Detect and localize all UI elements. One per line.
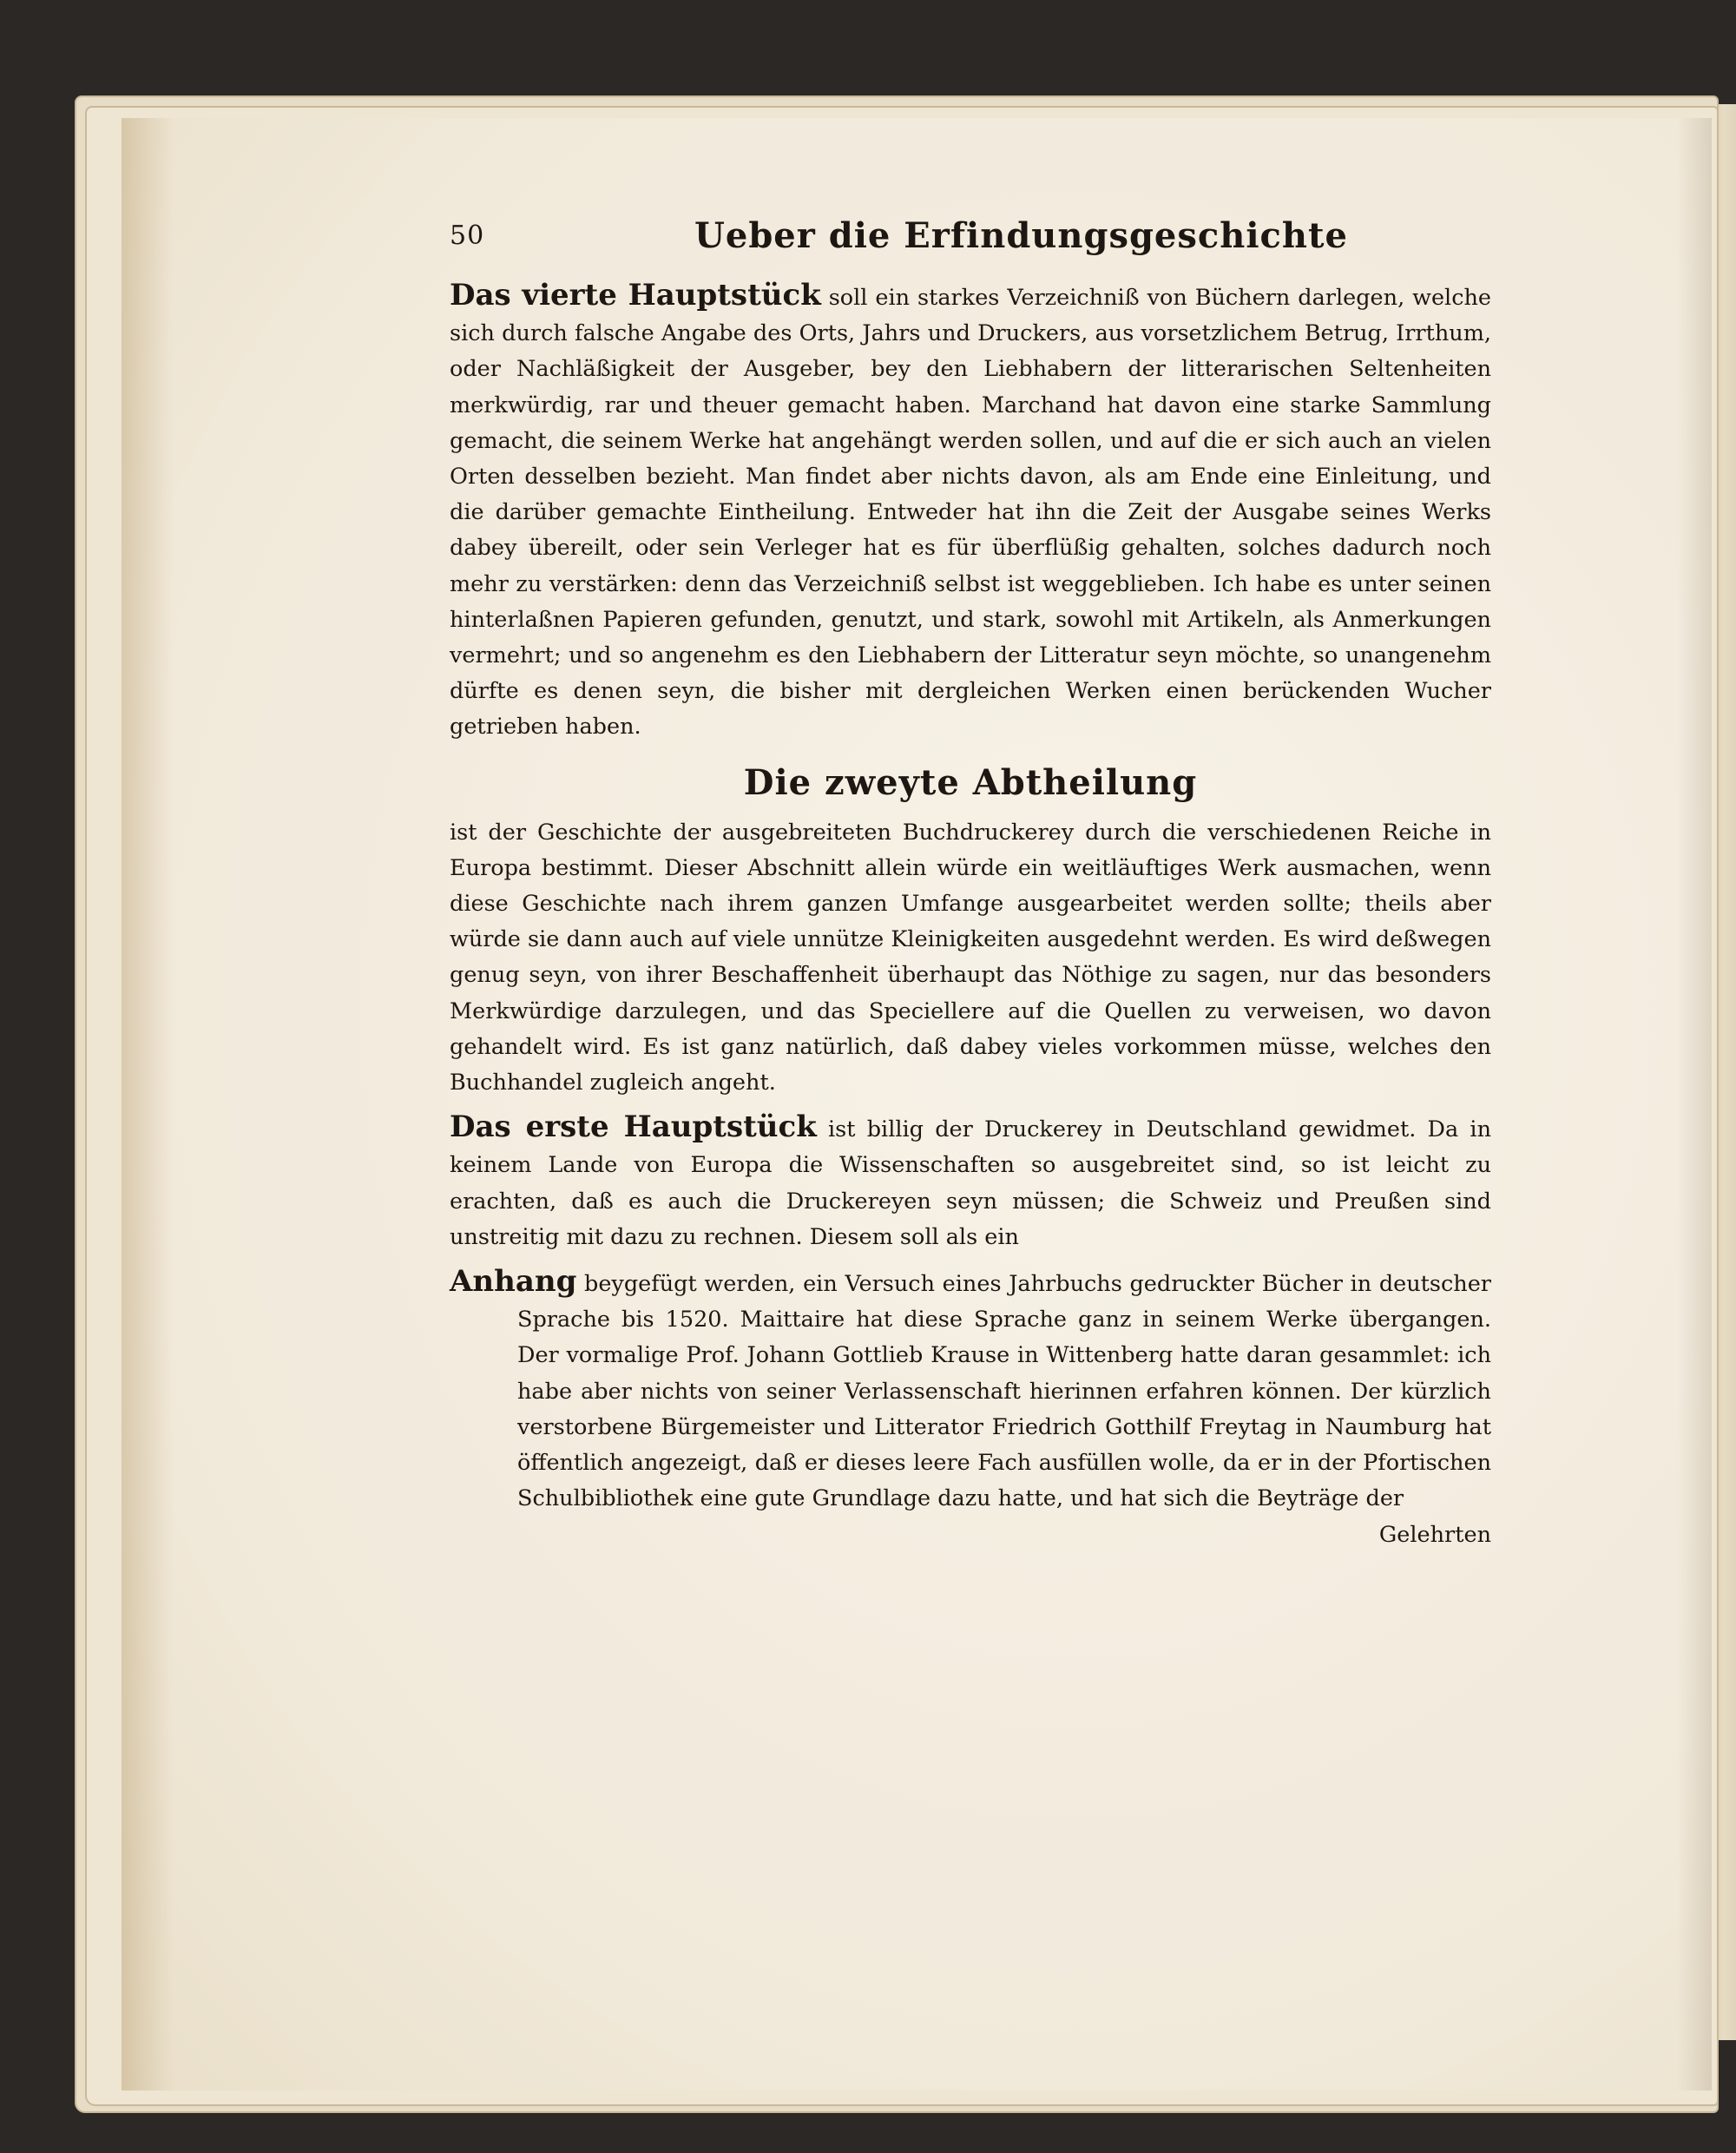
catchword: Gelehrten <box>1378 1521 1491 1548</box>
paragraph-anhang <box>450 1264 1491 1517</box>
edge-stain <box>122 118 174 2090</box>
paragraph-text: soll ein starkes Verzeichniß von Büchern darlegen, welche sich durch falsche Angabe des Orts, Jahrs und Druckers, aus vorsetzlichem Betrug, Irrthum, oder Nachläßigkeit der Ausgeber, bey den Liebhabern der litterarischen Seltenheiten merkwürdig, rar und theuer gemacht haben. Marchand hat davon eine starke Sammlung gemacht, die seinem Werke hat angehängt werden sollen, und auf die er sich auch an vielen Orten desselben bezieht. Man findet aber nichts davon, als am Ende eine Einleitung, und die darüber gemachte Eintheilung. Entweder hat ihn die Zeit der Ausgabe seines Werks dabey übereilt, oder sein Verleger hat es für überflüßig gehalten, solches dadurch noch mehr zu verstärken: denn das Verzeichniß selbst ist weggeblieben. Ich habe es unter seinen hinterlaßnen Papieren gefunden, genutzt, und stark, sowohl mit Artikeln, als Anmerkungen vermehrt; und so angenehm es den Liebhabern der Litteratur seyn möchte, so unangenehm dürfte es denen seyn, die bisher mit dergleichen Werken einen berückenden Wucher getrieben haben. <box>450 285 1491 741</box>
paragraph-zweyte-abtheilung <box>450 815 1491 1102</box>
page-number: 50 <box>450 221 485 251</box>
paragraph-vierte-hauptstueck <box>450 278 1491 746</box>
paragraph-text: beygefügt werden, ein Versuch eines Jahrbuchs gedruckter Bücher in deutscher Sprache bis 1520. Maittaire hat diese Sprache ganz in seinem Werke übergangen. Der vormalige Prof. Johann Gottlieb Krause in Wittenberg hatte daran gesammlet: ich habe aber nichts von seiner Verlassenschaft hierinnen erfahren können. Der kürzlich verstorbene Bürgemeister und Litterator Friedrich Gotthilf Freytag in Naumburg hat öffentlich angezeigt, daß er dieses leere Fach ausfüllen wolle, da er in der Pfortischen Schulbibliothek eine gute Grundlage dazu hatte, und hat sich die Beyträge der <box>517 1271 1491 1512</box>
running-head <box>450 215 1491 273</box>
gutter-shadow <box>1677 118 1712 2090</box>
paragraph-erste-hauptstueck <box>450 1109 1491 1255</box>
paragraph-lead: Das erste Hauptstück <box>450 1109 817 1145</box>
paragraph-text: ist der Geschichte der ausgebreiteten Buchdruckerey durch die verschiedenen Reiche in Europa bestimmt. Dieser Abschnitt allein würde ein weitläuftiges Werk ausmachen, wenn diese Geschichte nach ihrem ganzen Umfange ausgearbeitet werden sollte; theils aber würde sie dann auch auf viele unnütze Kleinigkeiten ausgedehnt werden. Es wird deßwegen genug seyn, von ihrer Beschaffenheit überhaupt das Nöthige zu sagen, nur das besonders Merkwürdige darzulegen, und das Speciellere auf die Quellen zu verweisen, wo davon gehandelt wird. Es ist ganz natürlich, daß dabey vieles vorkommen müsse, welches den Buchhandel zugleich angeht. <box>450 819 1491 1096</box>
paragraph-gap <box>450 1255 1491 1264</box>
running-title: Ueber die Erfindungsgeschichte <box>694 215 1348 256</box>
paragraph-lead: Anhang <box>450 1264 577 1300</box>
paragraph-gap <box>450 1101 1491 1109</box>
section-heading: Die zweyte Abtheilung <box>743 761 1198 803</box>
paragraph-text: ist billig der Druckerey in Deutschland gewidmet. Da in keinem Lande von Europa die Wissenschaften so ausgebreitet sind, so ist leicht zu erachten, daß es auch die Druckereyen seyn müssen; die Schweiz und Preußen sind unstreitig mit dazu zu rechnen. Diesem soll als ein <box>450 1116 1491 1250</box>
paragraph-lead: Das vierte Hauptstück <box>450 278 821 313</box>
text-block <box>450 215 1491 1553</box>
